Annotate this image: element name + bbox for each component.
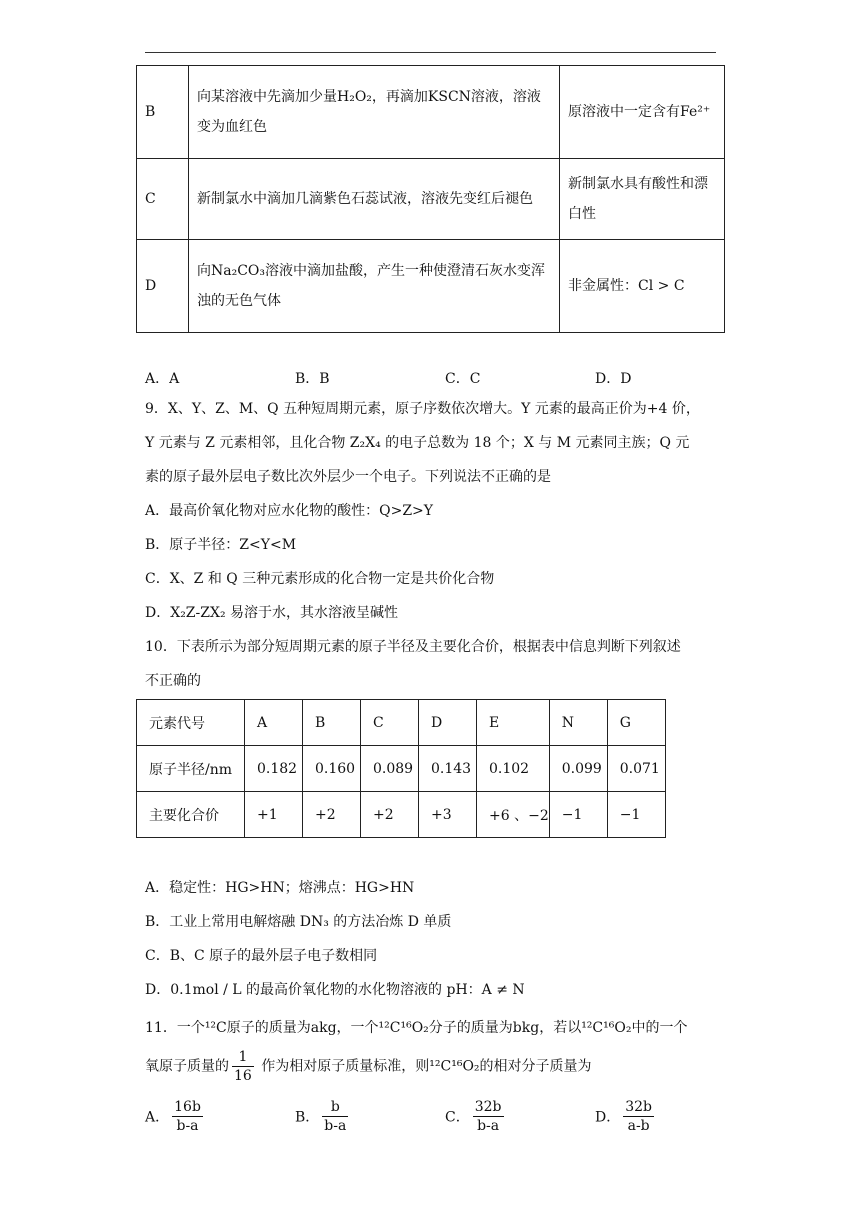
header-cell: C [361,700,419,746]
q11-stem-post: 作为相对原子质量标准，则¹²C¹⁶O₂的相对分子质量为 [256,1058,592,1075]
table-cell: 0.102 [477,746,550,792]
header-cell: G [607,700,665,746]
table-cell: +1 [245,792,303,838]
q8-option-b[interactable]: B．B [295,371,330,387]
row-header: 原子半径/nm [137,746,245,792]
table-row [137,746,666,792]
table-cell: +2 [361,792,419,838]
header-cell: 元素代号 [137,700,245,746]
table-row [137,159,725,240]
row-conclusion: 原溶液中一定含有Fe²⁺ [560,66,725,159]
table-row [137,792,666,838]
fraction-numerator: b [322,1098,348,1117]
table-cell: −1 [549,792,607,838]
row-operation: 向Na₂CO₃溶液中滴加盐酸，产生一种使澄清石灰水变浑浊的无色气体 [189,240,560,333]
table-cell: 0.071 [607,746,665,792]
q11-option-d[interactable] [595,1098,745,1135]
q9-option-a[interactable]: A．最高价氧化物对应水化物的酸性：Q>Z>Y [145,503,434,519]
table-cell: 0.143 [419,746,477,792]
table-cell: 0.160 [303,746,361,792]
q11-stem-pre: 氧原子质量的 [145,1058,229,1075]
fraction-denominator: b-a [477,1118,500,1134]
q10-option-b[interactable]: B．工业上常用电解熔融 DN₃ 的方法冶炼 D 单质 [145,914,452,930]
q9-option-b[interactable]: B．原子半径：Z<Y<M [145,537,297,553]
table-row [137,700,666,746]
fraction-numerator: 1 [232,1048,254,1067]
table-cell: +3 [419,792,477,838]
option-fraction [172,1098,203,1135]
q10-stem-line: 不正确的 [145,673,201,689]
q8-options [145,369,745,389]
table-row [137,240,725,333]
option-fraction [322,1098,348,1135]
header-cell: E [477,700,550,746]
q11-option-c[interactable] [445,1098,595,1135]
row-label: B [137,66,189,159]
fraction-denominator: a-b [627,1118,650,1134]
q11-options [145,1098,745,1135]
q9-stem-line: Y 元素与 Z 元素相邻，且化合物 Z₂X₄ 的电子总数为 18 个；X 与 M 元素同主族；Q 元 [145,435,690,451]
option-fraction [473,1098,504,1135]
row-header: 主要化合价 [137,792,245,838]
fraction-denominator: b-a [176,1118,199,1134]
option-letter: C． [445,1109,470,1126]
q10-option-d[interactable]: D．0.1mol / L 的最高价氧化物的水化物溶液的 pH：A ≠ N [145,982,525,998]
row-label: D [137,240,189,333]
fraction-denominator: b-a [324,1118,347,1134]
table-cell: −1 [607,792,665,838]
header-cell: A [245,700,303,746]
fraction-numerator: 32b [625,1099,653,1115]
q8-option-c[interactable]: C．C [445,371,481,387]
fraction-numerator: 32b [474,1099,502,1115]
row-conclusion: 新制氯水具有酸性和漂白性 [560,159,725,240]
one-sixteenth-fraction [232,1048,254,1085]
fraction-denominator: 16 [234,1068,252,1084]
row-operation: 向某溶液中先滴加少量H₂O₂，再滴加KSCN溶液，溶液变为血红色 [189,66,560,159]
table-cell: +6 、−2 [477,792,550,838]
q8-option-d[interactable]: D．D [595,371,632,387]
option-letter: D． [595,1109,621,1126]
option-letter: B． [295,1109,320,1126]
q9-option-d[interactable]: D．X₂Z-ZX₂ 易溶于水，其水溶液呈碱性 [145,605,399,621]
table-cell: 0.099 [549,746,607,792]
q9-stem-line: 9．X、Y、Z、M、Q 五种短周期元素，原子序数依次增大。Y 元素的最高正价为+4 价， [145,401,700,417]
option-letter: A． [145,1109,170,1126]
row-label: C [137,159,189,240]
table-cell: 0.182 [245,746,303,792]
q10-element-table [136,699,666,838]
q11-stem-line2 [145,1048,592,1085]
table-cell: +2 [303,792,361,838]
q11-option-a[interactable] [145,1098,295,1135]
q11-stem-line: 11．一个¹²C原子的质量为akg，一个¹²C¹⁶O₂分子的质量为bkg，若以¹²C¹⁶O₂中的一个 [145,1020,688,1036]
option-fraction [623,1098,654,1135]
q10-stem-line: 10．下表所示为部分短周期元素的原子半径及主要化合价，根据表中信息判断下列叙述 [145,639,681,655]
q9-stem-line: 素的原子最外层电子数比次外层少一个电子。下列说法不正确的是 [145,469,551,485]
header-cell: D [419,700,477,746]
table-row [137,66,725,159]
q11-option-b[interactable] [295,1098,445,1135]
fraction-numerator: 16b [174,1099,201,1115]
header-rule [145,52,716,53]
row-operation: 新制氯水中滴加几滴紫色石蕊试液，溶液先变红后褪色 [189,159,560,240]
q8-option-a[interactable]: A．A [145,371,180,387]
q9-option-c[interactable]: C．X、Z 和 Q 三种元素形成的化合物一定是共价化合物 [145,571,495,587]
row-conclusion: 非金属性：Cl > C [560,240,725,333]
header-cell: B [303,700,361,746]
q8-option-table [136,65,725,333]
header-cell: N [549,700,607,746]
q10-option-c[interactable]: C．B、C 原子的最外层子电子数相同 [145,948,378,964]
q10-option-a[interactable]: A．稳定性：HG>HN；熔沸点：HG>HN [145,880,415,896]
table-cell: 0.089 [361,746,419,792]
